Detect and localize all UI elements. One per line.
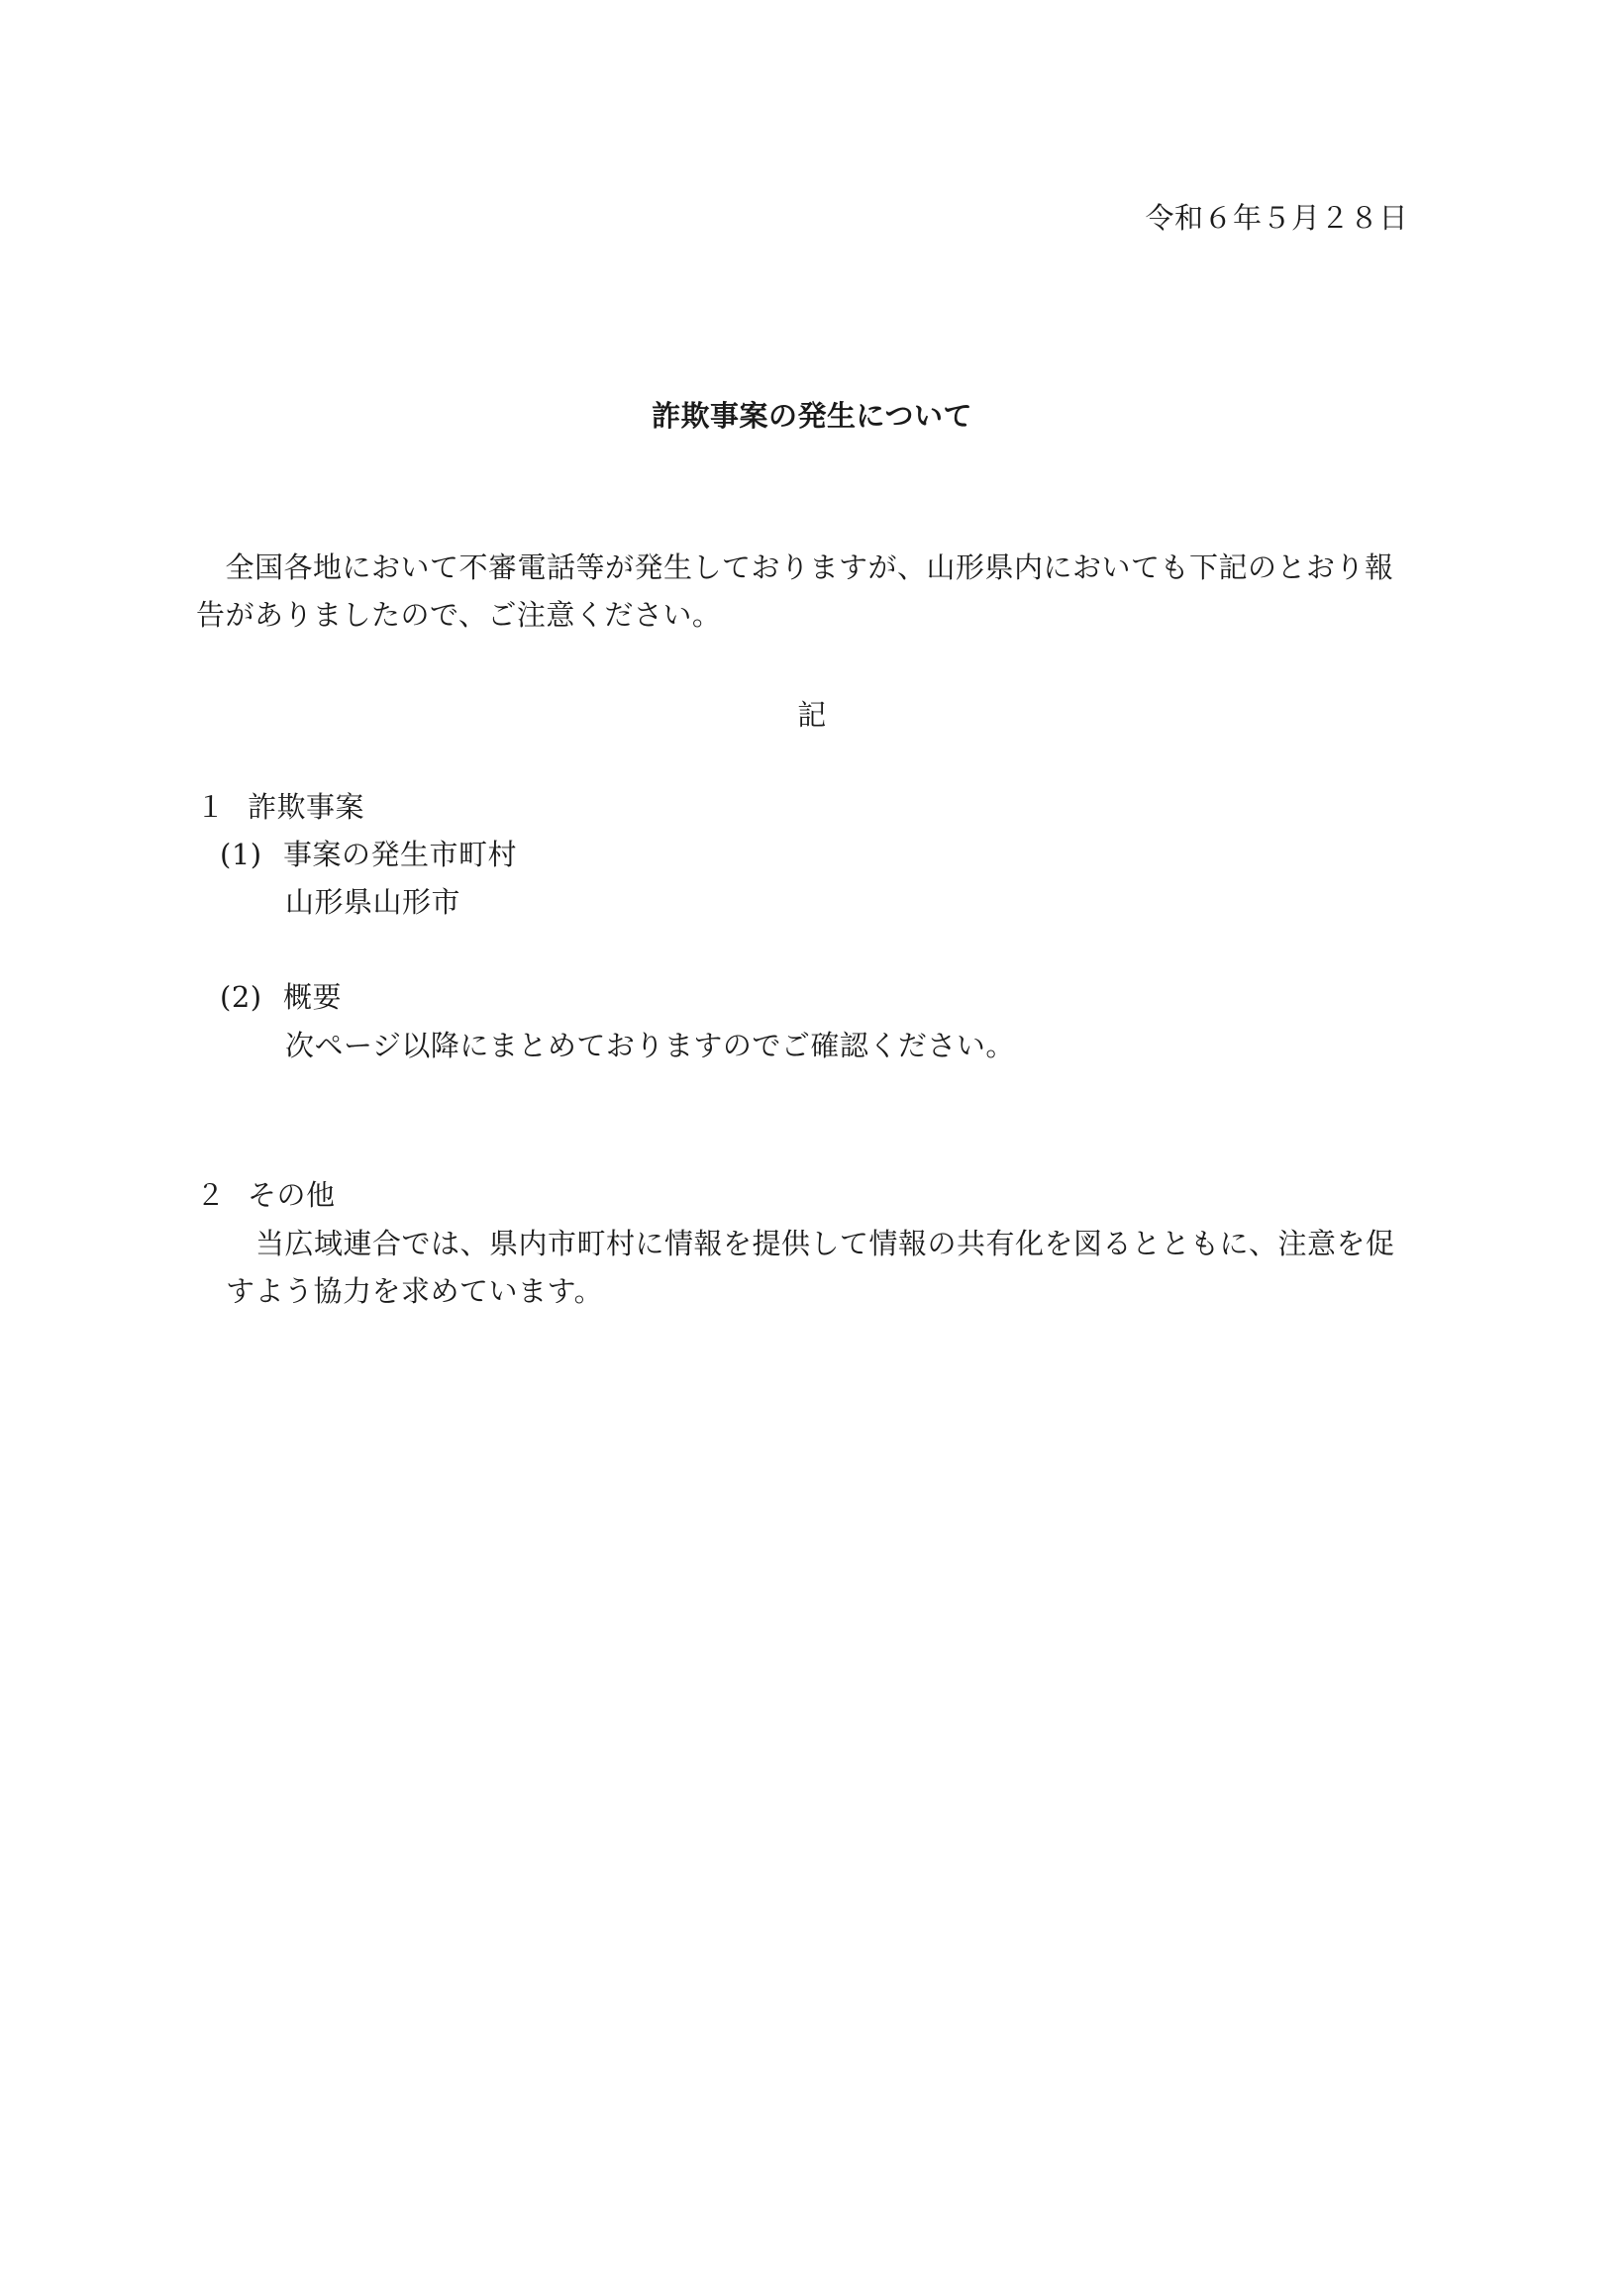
item-1-value: 山形県山形市	[285, 885, 461, 919]
section-1-title: 詐欺事案	[248, 790, 365, 824]
document-date: 令和６年５月２８日	[1145, 201, 1408, 235]
section-1-heading	[196, 787, 364, 827]
section-2-paragraph-line-1: 当広域連合では、県内市町村に情報を提供して情報の共有化を図るとともに、注意を促	[255, 1227, 1395, 1260]
section-1-number: １	[196, 790, 226, 824]
item-2-title: 概要	[283, 980, 343, 1014]
section-2-number: ２	[196, 1178, 226, 1212]
item-2-label: (2)	[220, 980, 262, 1014]
section-2-title: その他	[248, 1178, 336, 1212]
section-2-paragraph-line-2: すよう協力を求めています。	[226, 1274, 604, 1308]
intro-paragraph-line-2: 告がありましたので、ご注意ください。	[196, 598, 722, 632]
item-1-heading	[220, 835, 517, 874]
item-1-label: (1)	[220, 838, 262, 871]
item-2-heading	[220, 977, 342, 1017]
section-2-heading	[196, 1175, 336, 1215]
document-title: 詐欺事案の発生について	[652, 399, 972, 433]
intro-paragraph-line-1	[196, 548, 1394, 587]
ki-heading: 記	[797, 698, 827, 732]
item-1-title: 事案の発生市町村	[283, 838, 518, 871]
intro-text-1: 全国各地において不審電話等が発生しておりますが、山形県内においても下記のとおり報	[225, 550, 1394, 584]
item-2-value: 次ページ以降にまとめておりますのでご確認ください。	[285, 1029, 1015, 1062]
